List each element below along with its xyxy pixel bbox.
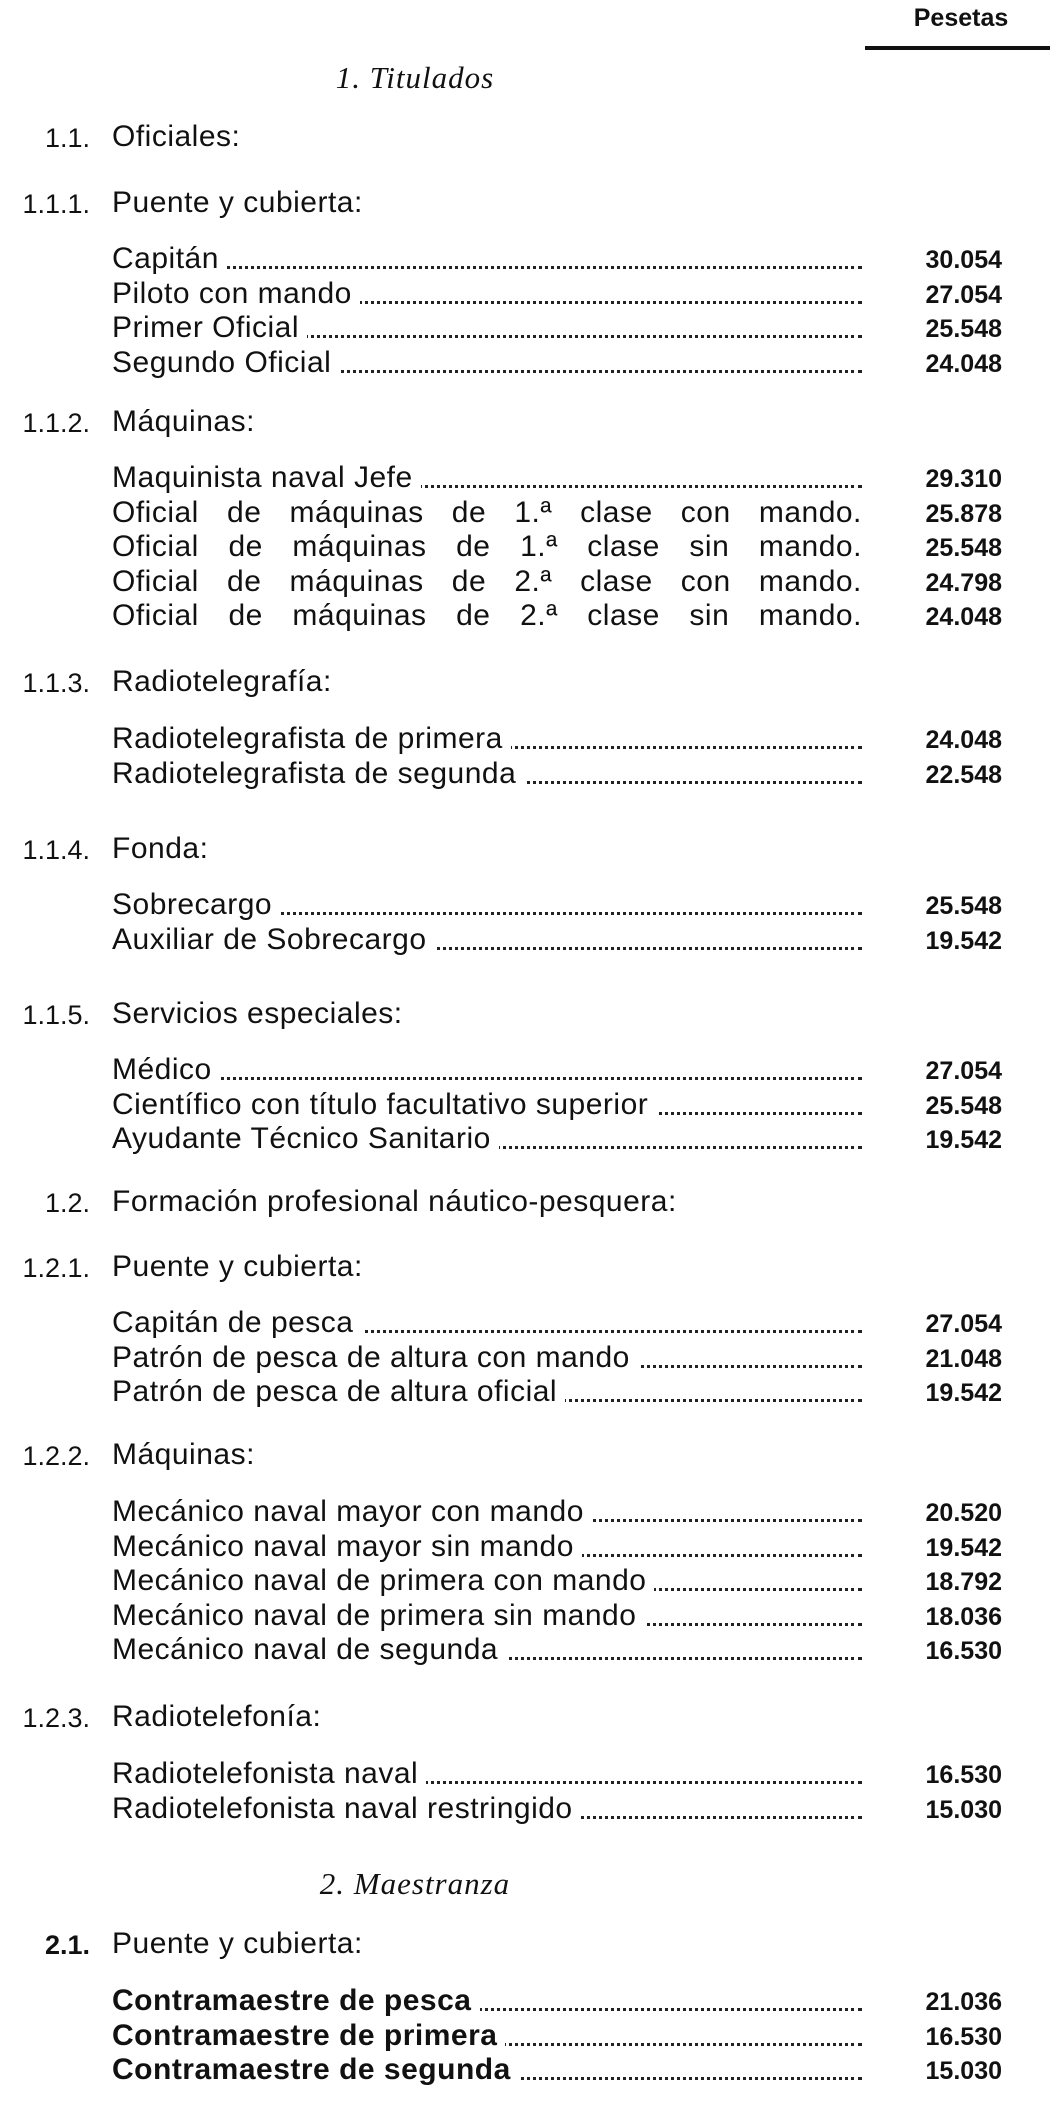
item-label: Auxiliar de Sobrecargo bbox=[112, 923, 862, 957]
item-label: Científico con título facultativo superior bbox=[112, 1088, 862, 1122]
item-label: Capitán de pesca bbox=[112, 1306, 862, 1340]
item-value: 15.030 bbox=[925, 2057, 1002, 2086]
table-row bbox=[112, 1341, 1002, 1377]
subgroup-servicios-title: Servicios especiales: bbox=[112, 997, 403, 1030]
subgroup-puente-number: 1.1.1. bbox=[22, 189, 90, 219]
item-value: 19.542 bbox=[925, 1126, 1002, 1155]
table-row bbox=[112, 565, 1002, 601]
table-row bbox=[112, 1122, 1002, 1158]
table-row bbox=[112, 2019, 1002, 2055]
item-label: Radiotelegrafista de primera bbox=[112, 722, 862, 756]
item-label: Piloto con mando bbox=[112, 277, 862, 311]
table-row bbox=[112, 242, 1002, 278]
group-formacion-number: 1.2. bbox=[44, 1188, 90, 1218]
item-value: 25.548 bbox=[925, 534, 1002, 563]
table-row bbox=[112, 1984, 1002, 2020]
item-label: Mecánico naval mayor sin mando bbox=[112, 1530, 862, 1564]
table-row bbox=[112, 1633, 1002, 1669]
item-value: 27.054 bbox=[925, 1057, 1002, 1085]
item-value: 19.542 bbox=[925, 1379, 1002, 1408]
item-label: Primer Oficial bbox=[112, 311, 862, 345]
table-row bbox=[112, 346, 1002, 382]
table-row bbox=[112, 496, 1002, 532]
item-label: Oficial de máquinas de 1.ª clase sin mando. bbox=[112, 530, 862, 564]
column-header-pesetas: Pesetas bbox=[913, 4, 1009, 32]
subgroup-servicios-number: 1.1.5. bbox=[22, 1000, 90, 1030]
subgroup-maquinas-pesca-title: Máquinas: bbox=[112, 1438, 255, 1471]
item-value: 22.548 bbox=[925, 760, 1002, 789]
subgroup-radiotelefonia-title: Radiotelefonía: bbox=[112, 1700, 322, 1733]
item-value: 16.530 bbox=[925, 1637, 1002, 1666]
item-value: 25.878 bbox=[925, 499, 1002, 528]
item-value: 19.542 bbox=[925, 1533, 1002, 1562]
table-row bbox=[112, 599, 1002, 635]
item-value: 27.054 bbox=[925, 1310, 1002, 1338]
table-row bbox=[112, 311, 1002, 347]
section-title-text: Maestranza bbox=[353, 1866, 511, 1901]
group-oficiales-number: 1.1. bbox=[44, 123, 90, 153]
item-value: 29.310 bbox=[925, 465, 1002, 493]
item-label: Patrón de pesca de altura oficial bbox=[112, 1375, 862, 1409]
item-label: Capitán bbox=[112, 242, 862, 276]
group-oficiales-title: Oficiales: bbox=[112, 120, 241, 153]
item-label: Maquinista naval Jefe bbox=[112, 461, 862, 495]
section-title bbox=[0, 1866, 830, 1902]
table-row bbox=[112, 1053, 1002, 1089]
item-label: Oficial de máquinas de 2.ª clase sin mando. bbox=[112, 599, 862, 633]
section-number: 1. bbox=[335, 60, 370, 95]
item-label: Radiotelefonista naval restringido bbox=[112, 1792, 862, 1826]
section-title-text: Titulados bbox=[369, 60, 495, 95]
subgroup-maquinas-title: Máquinas: bbox=[112, 405, 255, 438]
subgroup-maquinas-number: 1.1.2. bbox=[22, 408, 90, 438]
table-row bbox=[112, 530, 1002, 566]
item-label: Mecánico naval mayor con mando bbox=[112, 1495, 862, 1529]
item-label: Oficial de máquinas de 2.ª clase con mando. bbox=[112, 564, 862, 598]
group-formacion-title: Formación profesional náutico-pesquera: bbox=[112, 1185, 677, 1218]
item-label: Mecánico naval de primera sin mando bbox=[112, 1599, 862, 1633]
subgroup-puente-title: Puente y cubierta: bbox=[112, 186, 363, 219]
subgroup-radiotelegrafia-number: 1.1.3. bbox=[22, 668, 90, 698]
table-row bbox=[112, 1564, 1002, 1600]
column-header-rule bbox=[865, 46, 1050, 50]
item-label: Mecánico naval de primera con mando bbox=[112, 1564, 862, 1598]
subgroup-maquinas-pesca-number: 1.2.2. bbox=[22, 1441, 90, 1471]
item-label: Radiotelefonista naval bbox=[112, 1757, 862, 1791]
item-label: Oficial de máquinas de 1.ª clase con mando. bbox=[112, 495, 862, 529]
table-row bbox=[112, 1530, 1002, 1566]
item-value: 19.542 bbox=[925, 926, 1002, 955]
subgroup-fonda-title: Fonda: bbox=[112, 832, 209, 865]
item-value: 16.530 bbox=[925, 2022, 1002, 2051]
table-row bbox=[112, 1375, 1002, 1411]
table-row bbox=[112, 1306, 1002, 1342]
item-value: 18.792 bbox=[925, 1568, 1002, 1597]
item-label: Contramaestre de segunda bbox=[112, 2053, 862, 2087]
table-row bbox=[112, 1599, 1002, 1635]
subgroup-fonda-number: 1.1.4. bbox=[22, 835, 90, 865]
subgroup-maestranza-puente-title: Puente y cubierta: bbox=[112, 1927, 363, 1960]
item-label: Radiotelegrafista de segunda bbox=[112, 757, 862, 791]
section-number: 2. bbox=[319, 1866, 354, 1901]
item-value: 21.048 bbox=[925, 1344, 1002, 1373]
item-value: 24.048 bbox=[925, 603, 1002, 632]
item-value: 24.048 bbox=[925, 349, 1002, 378]
item-value: 16.530 bbox=[925, 1761, 1002, 1789]
item-label: Contramaestre de primera bbox=[112, 2019, 862, 2053]
table-row bbox=[112, 722, 1002, 758]
item-label: Mecánico naval de segunda bbox=[112, 1633, 862, 1667]
table-row bbox=[112, 1495, 1002, 1531]
item-value: 15.030 bbox=[925, 1795, 1002, 1824]
table-row bbox=[112, 1088, 1002, 1124]
item-label: Médico bbox=[112, 1053, 862, 1087]
table-row bbox=[112, 461, 1002, 497]
section-title bbox=[0, 60, 830, 96]
subgroup-radiotelefonia-number: 1.2.3. bbox=[22, 1703, 90, 1733]
item-label: Ayudante Técnico Sanitario bbox=[112, 1122, 862, 1156]
item-value: 20.520 bbox=[925, 1499, 1002, 1527]
item-value: 25.548 bbox=[925, 892, 1002, 920]
table-row bbox=[112, 1792, 1002, 1828]
item-value: 27.054 bbox=[925, 280, 1002, 309]
item-value: 18.036 bbox=[925, 1602, 1002, 1631]
table-row bbox=[112, 888, 1002, 924]
item-value: 25.548 bbox=[925, 1091, 1002, 1120]
item-label: Segundo Oficial bbox=[112, 346, 862, 380]
table-row bbox=[112, 923, 1002, 959]
subgroup-puente-pesca-title: Puente y cubierta: bbox=[112, 1250, 363, 1283]
subgroup-maestranza-puente-number: 2.1. bbox=[44, 1930, 90, 1960]
item-value: 21.036 bbox=[925, 1988, 1002, 2016]
item-label: Contramaestre de pesca bbox=[112, 1984, 862, 2018]
item-value: 25.548 bbox=[925, 315, 1002, 344]
table-row bbox=[112, 1757, 1002, 1793]
item-label: Patrón de pesca de altura con mando bbox=[112, 1341, 862, 1375]
table-row bbox=[112, 2053, 1002, 2089]
subgroup-puente-pesca-number: 1.2.1. bbox=[22, 1253, 90, 1283]
table-row bbox=[112, 757, 1002, 793]
item-value: 24.048 bbox=[925, 726, 1002, 754]
subgroup-radiotelegrafia-title: Radiotelegrafía: bbox=[112, 665, 332, 698]
table-row bbox=[112, 277, 1002, 313]
item-value: 24.798 bbox=[925, 568, 1002, 597]
item-label: Sobrecargo bbox=[112, 888, 862, 922]
item-value: 30.054 bbox=[925, 246, 1002, 274]
